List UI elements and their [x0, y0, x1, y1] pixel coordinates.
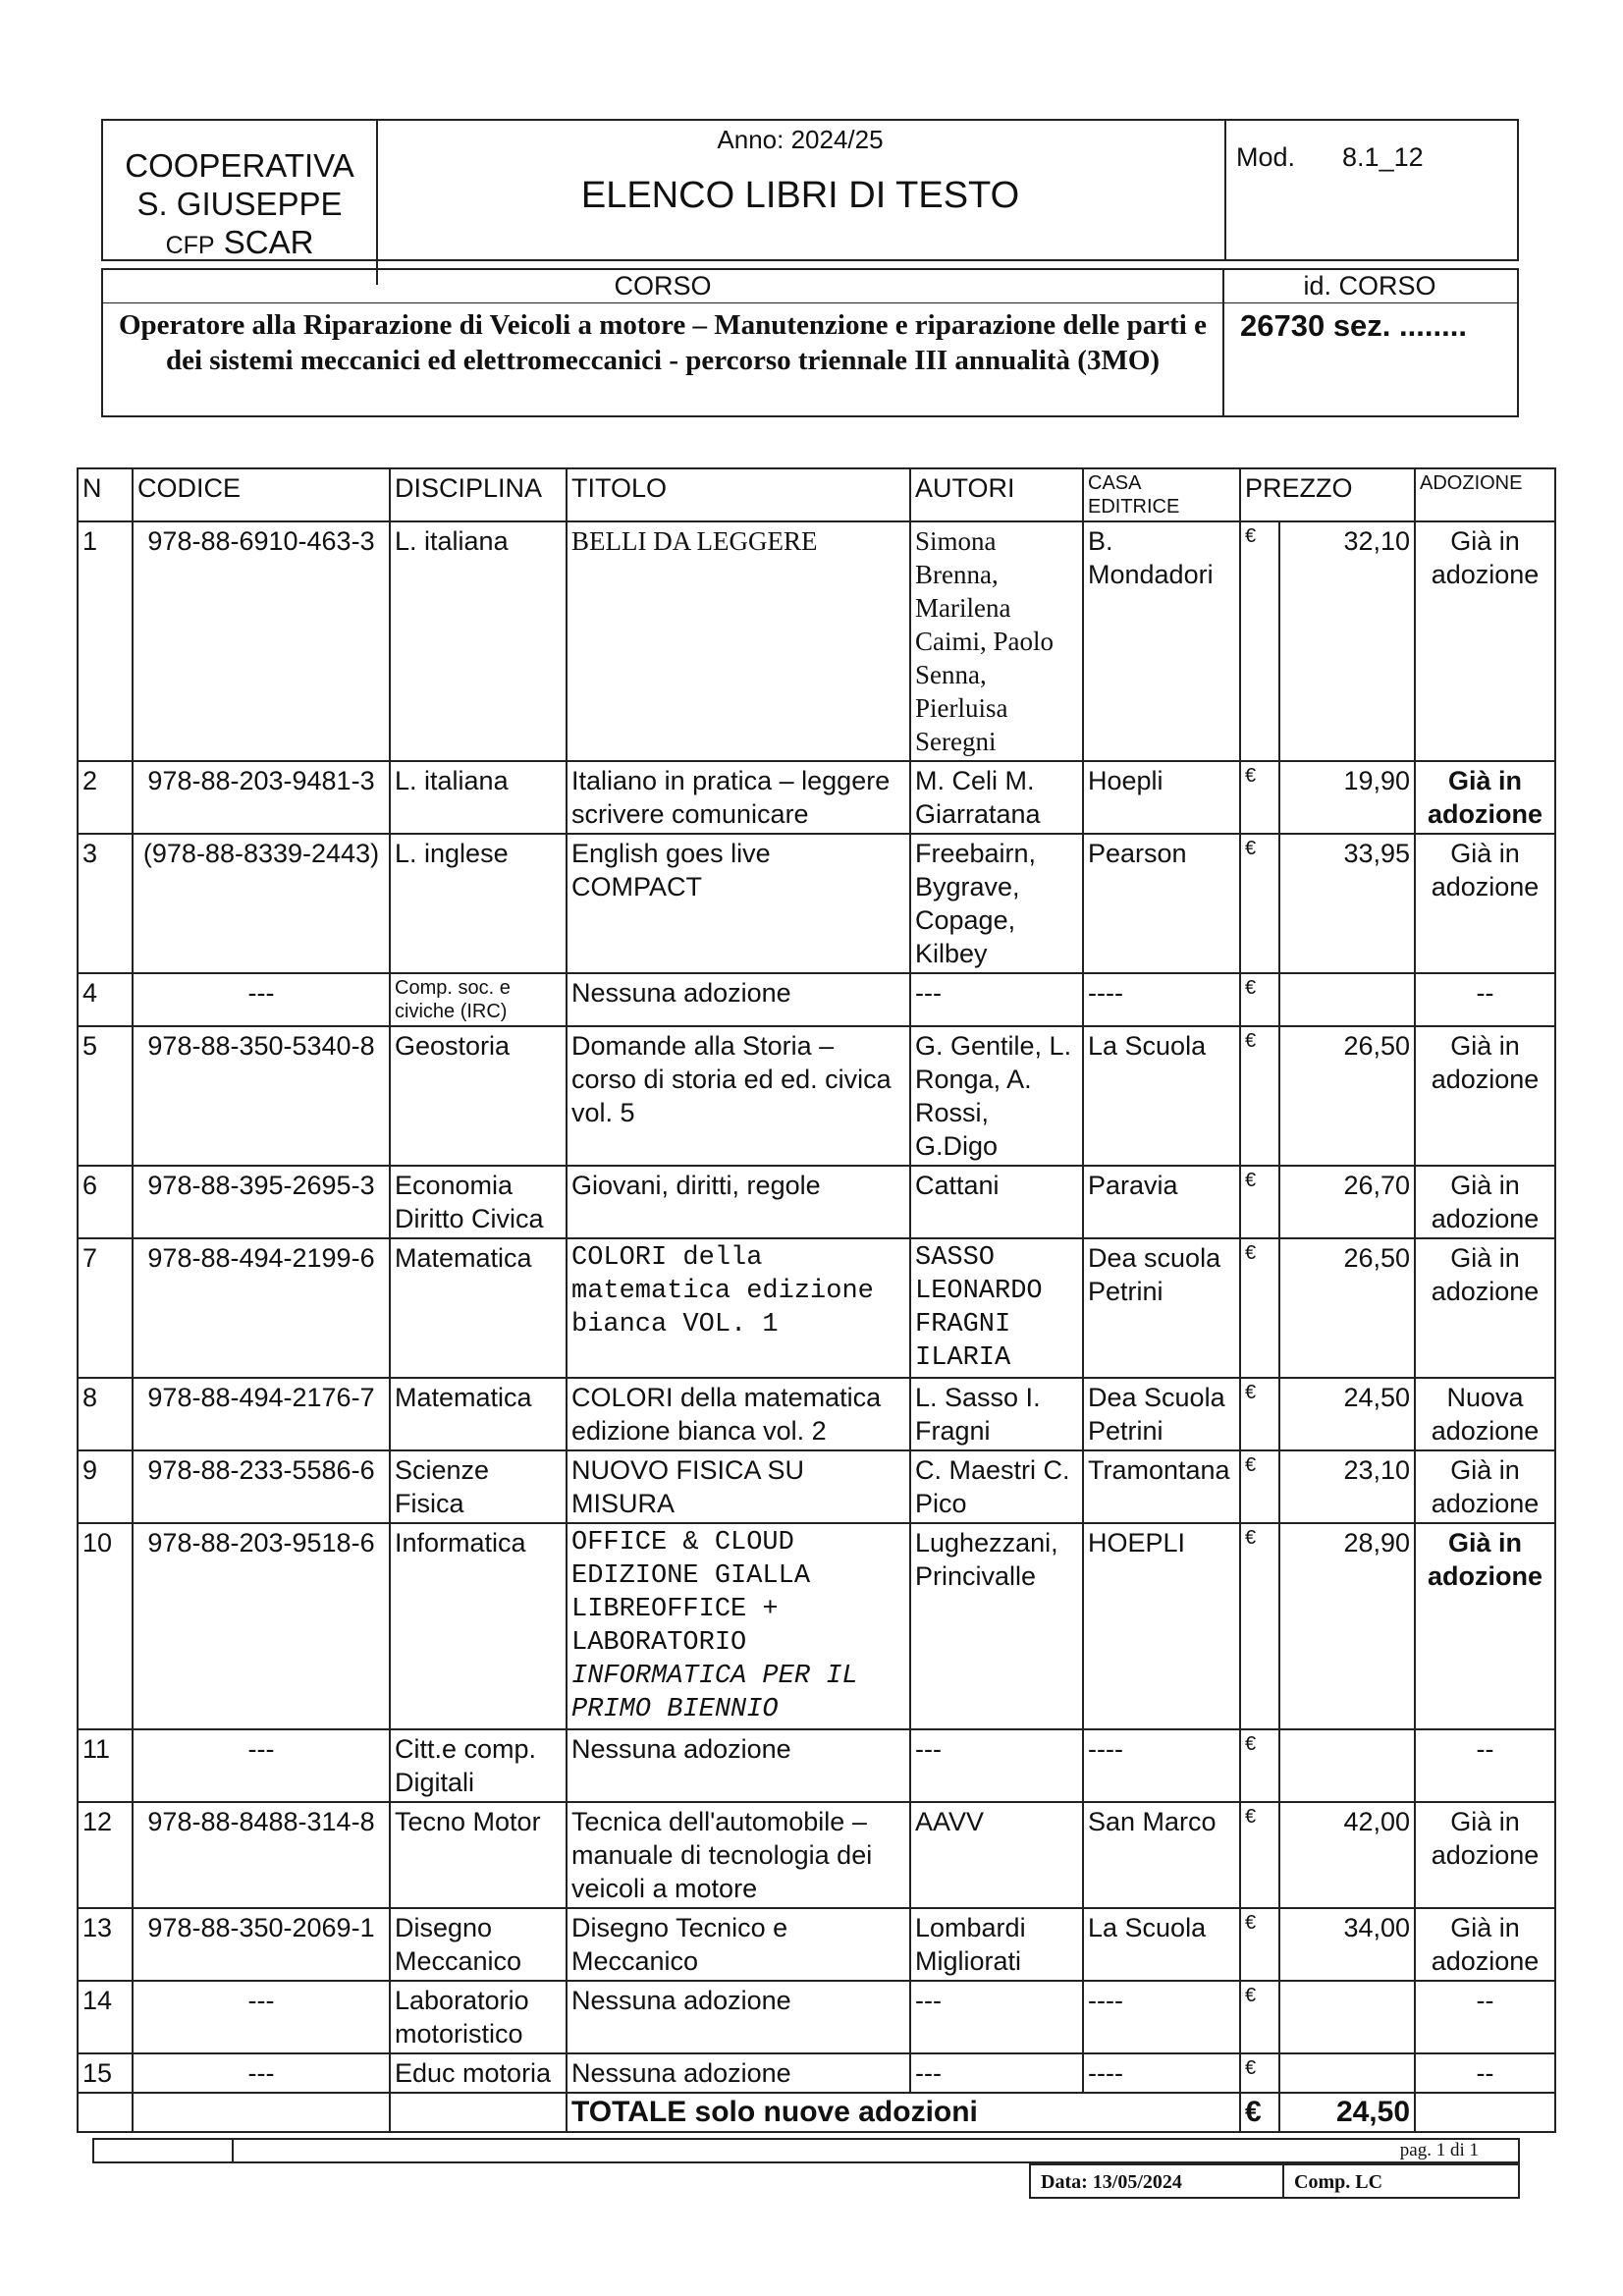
- row-authors: AAVV: [910, 1802, 1083, 1908]
- row-discipline: Matematica: [390, 1378, 567, 1450]
- row-price: 26,50: [1279, 1026, 1415, 1166]
- row-adoption: Nuova adozione: [1415, 1378, 1555, 1450]
- row-discipline: Scienze Fisica: [390, 1450, 567, 1523]
- row-code: 978-88-203-9481-3: [133, 761, 390, 834]
- row-discipline: L. italiana: [390, 521, 567, 761]
- row-adoption: --: [1415, 2053, 1555, 2093]
- header-autori: AUTORI: [910, 468, 1083, 521]
- row-title: Nessuna adozione: [567, 973, 910, 1026]
- table-row: [78, 1166, 1555, 1238]
- row-adoption: Già in adozione: [1415, 1523, 1555, 1729]
- header-n: N: [78, 468, 133, 521]
- row-authors: L. Sasso I. Fragni: [910, 1378, 1083, 1450]
- table-row: [78, 1981, 1555, 2053]
- row-price: 19,90: [1279, 761, 1415, 834]
- row-euro: €: [1240, 973, 1279, 1026]
- row-title: Domande alla Storia – corso di storia ed ed. civica vol. 5: [567, 1026, 910, 1166]
- row-discipline: Comp. soc. e civiche (IRC): [390, 973, 567, 1026]
- table-row: [78, 1238, 1555, 1378]
- row-euro: €: [1240, 2053, 1279, 2093]
- row-code: 978-88-350-2069-1: [133, 1908, 390, 1981]
- row-code: ---: [133, 1729, 390, 1802]
- row-adoption: Già in adozione: [1415, 1450, 1555, 1523]
- table-row: [78, 1450, 1555, 1523]
- row-publisher: Dea Scuola Petrini: [1083, 1378, 1240, 1450]
- row-discipline: L. italiana: [390, 761, 567, 834]
- module-block: [1224, 121, 1517, 281]
- course-id-label: id. CORSO: [1222, 270, 1517, 303]
- row-authors: SASSO LEONARDO FRAGNI ILARIA: [910, 1238, 1083, 1378]
- row-number: 3: [78, 834, 133, 973]
- row-code: (978-88-8339-2443): [133, 834, 390, 973]
- row-number: 10: [78, 1523, 133, 1729]
- row-authors: ---: [910, 1729, 1083, 1802]
- course-label: CORSO: [103, 270, 1222, 303]
- row-number: 13: [78, 1908, 133, 1981]
- title-block: [376, 121, 1226, 259]
- header-adozione: ADOZIONE: [1415, 468, 1555, 521]
- row-euro: €: [1240, 1450, 1279, 1523]
- row-adoption: Già in adozione: [1415, 1026, 1555, 1166]
- row-title: COLORI della matematica edizione bianca VOL. 1: [567, 1238, 910, 1378]
- row-title: English goes live COMPACT: [567, 834, 910, 973]
- row-code: ---: [133, 973, 390, 1026]
- footer-date: Data: 13/05/2024: [1029, 2163, 1284, 2199]
- row-adoption: Già in adozione: [1415, 1166, 1555, 1238]
- school-year: Anno: 2024/25: [717, 125, 884, 154]
- row-price: 26,70: [1279, 1166, 1415, 1238]
- row-number: 11: [78, 1729, 133, 1802]
- row-price: [1279, 2053, 1415, 2093]
- table-row: [78, 1802, 1555, 1908]
- row-title: Nessuna adozione: [567, 1729, 910, 1802]
- row-publisher: San Marco: [1083, 1802, 1240, 1908]
- course-id-block: [1222, 270, 1517, 415]
- row-euro: €: [1240, 1802, 1279, 1908]
- row-adoption: --: [1415, 973, 1555, 1026]
- row-authors: Cattani: [910, 1166, 1083, 1238]
- course-id-value: 26730 sez. ........: [1240, 308, 1467, 343]
- row-number: 6: [78, 1166, 133, 1238]
- row-number: 4: [78, 973, 133, 1026]
- row-discipline: Laboratorio motoristico: [390, 1981, 567, 2053]
- row-authors: C. Maestri C. Pico: [910, 1450, 1083, 1523]
- row-title: COLORI della matematica edizione bianca vol. 2: [567, 1378, 910, 1450]
- row-price: [1279, 973, 1415, 1026]
- header-prezzo: PREZZO: [1240, 468, 1415, 521]
- row-code: 978-88-494-2199-6: [133, 1238, 390, 1378]
- row-authors: M. Celi M. Giarratana: [910, 761, 1083, 834]
- total-euro: €: [1240, 2093, 1279, 2132]
- table-row: [78, 1729, 1555, 1802]
- row-code: 978-88-8488-314-8: [133, 1802, 390, 1908]
- row-publisher: La Scuola: [1083, 1908, 1240, 1981]
- org-cfp: CFP: [165, 232, 215, 259]
- total-label: TOTALE solo nuove adozioni: [567, 2093, 1240, 2132]
- row-discipline: Disegno Meccanico: [390, 1908, 567, 1981]
- row-discipline: L. inglese: [390, 834, 567, 973]
- row-adoption: --: [1415, 1729, 1555, 1802]
- table-row: [78, 761, 1555, 834]
- table-row: [78, 2053, 1555, 2093]
- header-titolo: TITOLO: [567, 468, 910, 521]
- org-name-line1: COOPERATIVA: [125, 147, 354, 184]
- row-euro: €: [1240, 1026, 1279, 1166]
- table-header-row: [78, 468, 1555, 521]
- org-name-line2: S. GIUSEPPE: [136, 186, 343, 222]
- row-code: ---: [133, 2053, 390, 2093]
- row-authors: G. Gentile, L. Ronga, A. Rossi, G.Digo: [910, 1026, 1083, 1166]
- row-discipline: Matematica: [390, 1238, 567, 1378]
- row-code: 978-88-6910-463-3: [133, 521, 390, 761]
- row-title: Disegno Tecnico e Meccanico: [567, 1908, 910, 1981]
- row-title: Tecnica dell'automobile – manuale di tecnologia dei veicoli a motore: [567, 1802, 910, 1908]
- row-adoption: Già in adozione: [1415, 1802, 1555, 1908]
- row-authors: ---: [910, 2053, 1083, 2093]
- row-code: 978-88-350-5340-8: [133, 1026, 390, 1166]
- row-adoption: Già in adozione: [1415, 1238, 1555, 1378]
- row-code: 978-88-233-5586-6: [133, 1450, 390, 1523]
- row-publisher: Hoepli: [1083, 761, 1240, 834]
- row-authors: ---: [910, 973, 1083, 1026]
- course-info: [103, 270, 1224, 415]
- table-row: [78, 1378, 1555, 1450]
- row-euro: €: [1240, 1166, 1279, 1238]
- row-discipline: Citt.e comp. Digitali: [390, 1729, 567, 1802]
- row-price: [1279, 1729, 1415, 1802]
- footer-divider: [232, 2140, 234, 2161]
- page-number: pag. 1 di 1: [1399, 2140, 1479, 2160]
- row-title-main: OFFICE & CLOUD EDIZIONE GIALLA LIBREOFFICE + LABORATORIO: [571, 1528, 811, 1658]
- org-name-line3: SCAR: [223, 224, 314, 260]
- row-title: Giovani, diritti, regole: [567, 1166, 910, 1238]
- row-adoption: Già in adozione: [1415, 521, 1555, 761]
- row-number: 5: [78, 1026, 133, 1166]
- row-price: 42,00: [1279, 1802, 1415, 1908]
- row-code: 978-88-203-9518-6: [133, 1523, 390, 1729]
- row-adoption: Già in adozione: [1415, 1908, 1555, 1981]
- row-publisher: Pearson: [1083, 834, 1240, 973]
- row-title: Nessuna adozione: [567, 2053, 910, 2093]
- row-publisher: HOEPLI: [1083, 1523, 1240, 1729]
- row-euro: €: [1240, 1378, 1279, 1450]
- row-publisher: Paravia: [1083, 1166, 1240, 1238]
- mod-label: Mod.: [1236, 142, 1296, 172]
- row-publisher: ----: [1083, 973, 1240, 1026]
- total-value: 24,50: [1279, 2093, 1415, 2132]
- row-number: 9: [78, 1450, 133, 1523]
- course-box: [101, 268, 1519, 417]
- footer-bar: [92, 2138, 1520, 2163]
- table-row: [78, 1523, 1555, 1729]
- row-title: Italiano in pratica – leggere scrivere comunicare: [567, 761, 910, 834]
- row-euro: €: [1240, 521, 1279, 761]
- header-casa-editrice: CASA EDITRICE: [1083, 468, 1240, 521]
- row-discipline: Economia Diritto Civica: [390, 1166, 567, 1238]
- row-price: 23,10: [1279, 1450, 1415, 1523]
- table-row: [78, 1026, 1555, 1166]
- row-title: NUOVO FISICA SU MISURA: [567, 1450, 910, 1523]
- row-price: 26,50: [1279, 1238, 1415, 1378]
- row-euro: €: [1240, 1238, 1279, 1378]
- row-authors: Freebairn, Bygrave, Copage, Kilbey: [910, 834, 1083, 973]
- row-discipline: Informatica: [390, 1523, 567, 1729]
- row-number: 1: [78, 521, 133, 761]
- header-codice: CODICE: [133, 468, 390, 521]
- row-price: 28,90: [1279, 1523, 1415, 1729]
- row-title: Nessuna adozione: [567, 1981, 910, 2053]
- table-row: [78, 834, 1555, 973]
- row-publisher: La Scuola: [1083, 1026, 1240, 1166]
- row-publisher: Tramontana: [1083, 1450, 1240, 1523]
- row-publisher: ----: [1083, 2053, 1240, 2093]
- row-adoption: --: [1415, 1981, 1555, 2053]
- table-row: [78, 973, 1555, 1026]
- row-title-subtitle: INFORMATICA PER IL PRIMO BIENNIO: [571, 1662, 858, 1724]
- row-publisher: ----: [1083, 1981, 1240, 2053]
- row-authors: Simona Brenna, Marilena Caimi, Paolo Senna, Pierluisa Seregni: [910, 521, 1083, 761]
- row-euro: €: [1240, 1981, 1279, 2053]
- row-number: 12: [78, 1802, 133, 1908]
- row-discipline: Geostoria: [390, 1026, 567, 1166]
- books-table: [77, 467, 1556, 2133]
- row-publisher: ----: [1083, 1729, 1240, 1802]
- row-euro: €: [1240, 1908, 1279, 1981]
- row-euro: €: [1240, 1729, 1279, 1802]
- row-euro: €: [1240, 761, 1279, 834]
- row-code: 978-88-494-2176-7: [133, 1378, 390, 1450]
- row-euro: €: [1240, 834, 1279, 973]
- row-number: 8: [78, 1378, 133, 1450]
- footer-comp: Comp. LC: [1282, 2163, 1520, 2199]
- row-price: [1279, 1981, 1415, 2053]
- row-euro: €: [1240, 1523, 1279, 1729]
- row-number: 14: [78, 1981, 133, 2053]
- row-code: ---: [133, 1981, 390, 2053]
- table-row: [78, 1908, 1555, 1981]
- row-price: 33,95: [1279, 834, 1415, 973]
- total-row: [78, 2093, 1555, 2132]
- row-code: 978-88-395-2695-3: [133, 1166, 390, 1238]
- row-price: 24,50: [1279, 1378, 1415, 1450]
- row-authors: ---: [910, 1981, 1083, 2053]
- row-authors: Lughezzani, Princivalle: [910, 1523, 1083, 1729]
- document-title: ELENCO LIBRI DI TESTO: [580, 175, 1020, 216]
- row-number: 2: [78, 761, 133, 834]
- row-authors: Lombardi Migliorati: [910, 1908, 1083, 1981]
- row-price: 32,10: [1279, 521, 1415, 761]
- row-number: 15: [78, 2053, 133, 2093]
- row-title: BELLI DA LEGGERE: [567, 521, 910, 761]
- row-discipline: Tecno Motor: [390, 1802, 567, 1908]
- row-adoption: Già in adozione: [1415, 761, 1555, 834]
- row-publisher: Dea scuola Petrini: [1083, 1238, 1240, 1378]
- row-number: 7: [78, 1238, 133, 1378]
- header-disciplina: DISCIPLINA: [390, 468, 567, 521]
- row-discipline: Educ motoria: [390, 2053, 567, 2093]
- mod-value: 8.1_12: [1342, 142, 1424, 172]
- row-publisher: B. Mondadori: [1083, 521, 1240, 761]
- course-title: Operatore alla Riparazione di Veicoli a motore – Manutenzione e riparazione delle parti e dei sistemi meccanici ed elettromeccanici - percorso triennale III annualità (3MO): [118, 309, 1207, 376]
- row-title: [567, 1523, 910, 1729]
- organization-block: [103, 121, 378, 285]
- document-header: [101, 119, 1519, 261]
- row-price: 34,00: [1279, 1908, 1415, 1981]
- table-row: [78, 521, 1555, 761]
- row-adoption: Già in adozione: [1415, 834, 1555, 973]
